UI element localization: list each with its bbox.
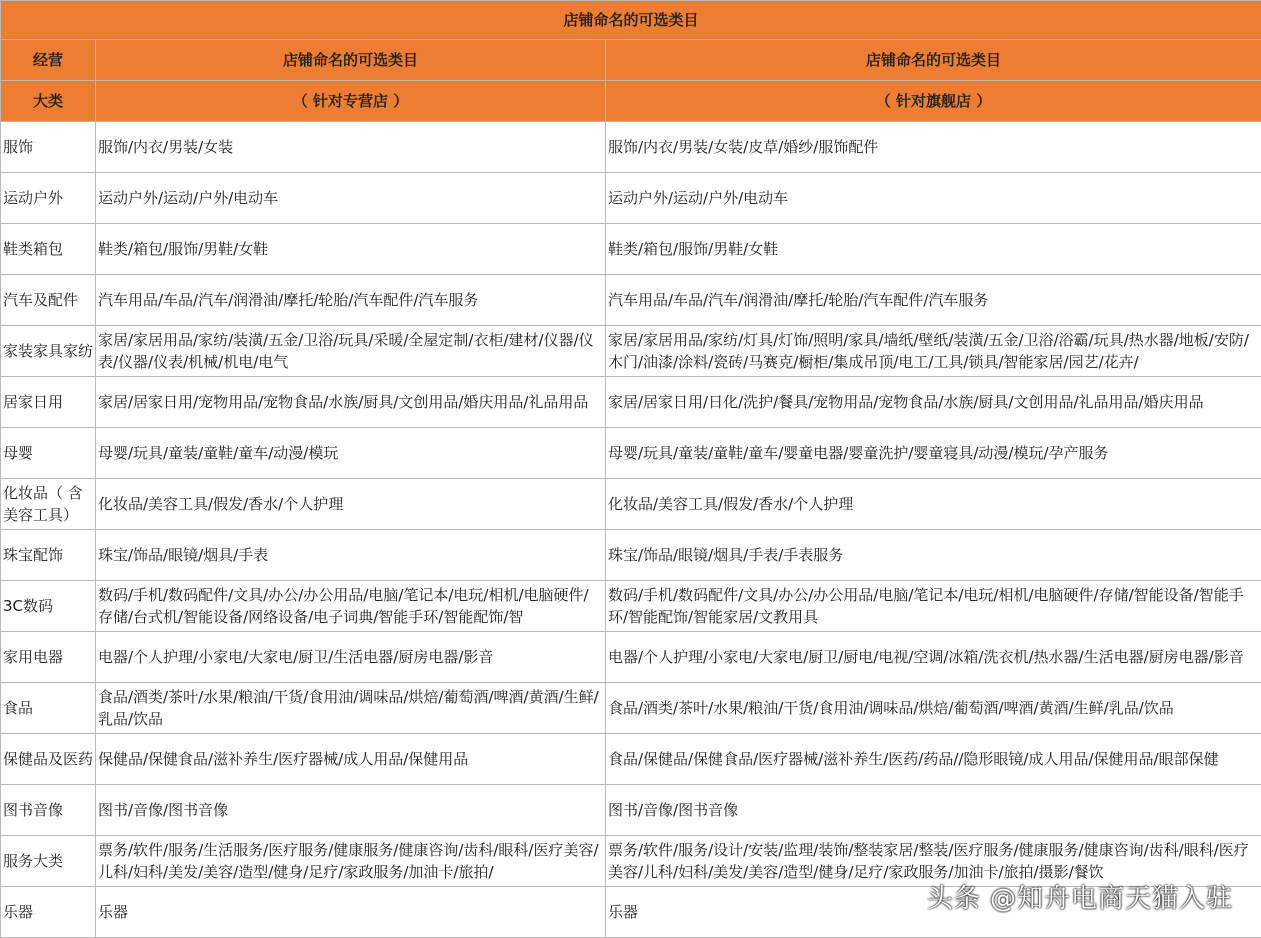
header-cell: 经营 [1, 40, 96, 81]
flagship-cell [606, 479, 1261, 530]
specialty-cell-text: 电器/个人护理/小家电/大家电/厨卫/生活电器/厨房电器/影音 [98, 646, 603, 668]
specialty-cell-text: 鞋类/箱包/服饰/男鞋/女鞋 [98, 238, 603, 260]
table-row [1, 632, 1261, 683]
flagship-cell-text: 食品/保健品/保健食品/医疗器械/滋补养生/医药/药品//隐形眼镜/成人用品/保健用品/眼部保健 [608, 748, 1259, 770]
category-cell [1, 479, 96, 530]
flagship-cell-text: 图书/音像/图书音像 [608, 799, 1259, 821]
specialty-cell [96, 632, 606, 683]
category-cell-text: 保健品及医药 [3, 748, 93, 770]
specialty-cell [96, 122, 606, 173]
specialty-cell-text: 票务/软件/服务/生活服务/医疗服务/健康服务/健康咨询/齿科/眼科/医疗美容/儿科/妇科/美发/美容/造型/健身/足疗/家政服务/加油卡/旅拍/ [98, 839, 603, 883]
flagship-cell-text: 珠宝/饰品/眼镜/烟具/手表/手表服务 [608, 544, 1259, 566]
table-row [1, 683, 1261, 734]
watermark: 头条 @知舟电商天猫入驻 [927, 878, 1233, 915]
header-cell: （ 针对旗舰店 ） [606, 81, 1261, 122]
flagship-cell [606, 326, 1261, 377]
category-cell-text: 鞋类箱包 [3, 238, 93, 260]
table-row [1, 428, 1261, 479]
specialty-cell [96, 173, 606, 224]
category-cell [1, 173, 96, 224]
specialty-cell [96, 785, 606, 836]
specialty-cell [96, 428, 606, 479]
specialty-cell [96, 836, 606, 887]
category-cell-text: 3C数码 [3, 595, 93, 617]
flagship-cell [606, 785, 1261, 836]
flagship-cell [606, 428, 1261, 479]
category-cell [1, 785, 96, 836]
category-cell-text: 服务大类 [3, 850, 93, 872]
specialty-cell [96, 683, 606, 734]
flagship-cell-text: 化妆品/美容工具/假发/香水/个人护理 [608, 493, 1259, 515]
specialty-cell-text: 服饰/内衣/男装/女装 [98, 136, 603, 158]
category-cell [1, 326, 96, 377]
flagship-cell-text: 服饰/内衣/男装/女装/皮草/婚纱/服饰配件 [608, 136, 1259, 158]
specialty-cell [96, 887, 606, 938]
header-row-2 [1, 81, 1261, 122]
category-cell [1, 836, 96, 887]
header-cell: 店铺命名的可选类目 [96, 40, 606, 81]
specialty-cell [96, 734, 606, 785]
header-row-1 [1, 40, 1261, 81]
table-title-row [1, 1, 1261, 40]
specialty-cell-text: 运动户外/运动/户外/电动车 [98, 187, 603, 209]
category-cell [1, 530, 96, 581]
specialty-cell-text: 家居/居家日用/宠物用品/宠物食品/水族/厨具/文创用品/婚庆用品/礼品用品 [98, 391, 603, 413]
category-cell-text: 汽车及配件 [3, 289, 93, 311]
flagship-cell-text: 运动户外/运动/户外/电动车 [608, 187, 1259, 209]
category-cell-text: 化妆品（ 含美容工具） [3, 482, 93, 526]
table-row [1, 275, 1261, 326]
specialty-cell-text: 珠宝/饰品/眼镜/烟具/手表 [98, 544, 603, 566]
flagship-cell-text: 电器/个人护理/小家电/大家电/厨卫/厨电/电视/空调/冰箱/洗衣机/热水器/生活电器/厨房电器/影音 [608, 646, 1259, 668]
table-title: 店铺命名的可选类目 [1, 1, 1261, 40]
header-cell: 店铺命名的可选类目 [606, 40, 1261, 81]
specialty-cell-text: 保健品/保健食品/滋补养生/医疗器械/成人用品/保健用品 [98, 748, 603, 770]
flagship-cell [606, 377, 1261, 428]
table-row [1, 377, 1261, 428]
category-cell-text: 居家日用 [3, 391, 93, 413]
flagship-cell [606, 734, 1261, 785]
flagship-cell [606, 173, 1261, 224]
category-cell [1, 887, 96, 938]
category-cell [1, 275, 96, 326]
category-cell-text: 乐器 [3, 901, 93, 923]
specialty-cell-text: 数码/手机/数码配件/文具/办公/办公用品/电脑/笔记本/电玩/相机/电脑硬件/存储/台式机/智能设备/网络设备/电子词典/智能手环/智能配饰/智 [98, 584, 603, 628]
category-cell-text: 珠宝配饰 [3, 544, 93, 566]
category-cell [1, 734, 96, 785]
category-cell [1, 377, 96, 428]
table-row [1, 530, 1261, 581]
specialty-cell-text: 母婴/玩具/童装/童鞋/童车/动漫/模玩 [98, 442, 603, 464]
category-cell [1, 632, 96, 683]
specialty-cell-text: 乐器 [98, 901, 603, 923]
category-cell-text: 食品 [3, 697, 93, 719]
flagship-cell-text: 票务/软件/服务/设计/安装/监理/装饰/整装家居/整装/医疗服务/健康服务/健康咨询/齿科/眼科/医疗美容/儿科/妇科/美发/美容/造型/健身/足疗/家政服务/加油卡/旅拍/摄影/餐饮 [608, 839, 1259, 883]
specialty-cell [96, 581, 606, 632]
category-cell [1, 428, 96, 479]
category-cell-text: 服饰 [3, 136, 93, 158]
flagship-cell-text: 家居/居家日用/日化/洗护/餐具/宠物用品/宠物食品/水族/厨具/文创用品/礼品用品/婚庆用品 [608, 391, 1259, 413]
specialty-cell [96, 326, 606, 377]
flagship-cell [606, 632, 1261, 683]
specialty-cell-text: 汽车用品/车品/汽车/润滑油/摩托/轮胎/汽车配件/汽车服务 [98, 289, 603, 311]
specialty-cell [96, 530, 606, 581]
flagship-cell [606, 530, 1261, 581]
category-cell-text: 家用电器 [3, 646, 93, 668]
table-row [1, 122, 1261, 173]
category-cell-text: 母婴 [3, 442, 93, 464]
table-row [1, 326, 1261, 377]
category-cell-text: 图书音像 [3, 799, 93, 821]
category-cell [1, 581, 96, 632]
specialty-cell [96, 479, 606, 530]
category-cell [1, 683, 96, 734]
flagship-cell-text: 乐器 [608, 901, 1259, 923]
table-row [1, 173, 1261, 224]
specialty-cell-text: 家居/家居用品/家纺/装潢/五金/卫浴/玩具/采暖/全屋定制/衣柜/建材/仪器/仪表/仪器/仪表/机械/机电/电气 [98, 329, 603, 373]
category-cell-text: 家装家具家纺 [3, 340, 93, 362]
header-cell: （ 针对专营店 ） [96, 81, 606, 122]
specialty-cell-text: 图书/音像/图书音像 [98, 799, 603, 821]
flagship-cell-text: 食品/酒类/茶叶/水果/粮油/干货/食用油/调味品/烘焙/葡萄酒/啤酒/黄酒/生鲜/乳品/饮品 [608, 697, 1259, 719]
table-row [1, 734, 1261, 785]
flagship-cell-text: 母婴/玩具/童装/童鞋/童车/婴童电器/婴童洗护/婴童寝具/动漫/模玩/孕产服务 [608, 442, 1259, 464]
flagship-cell-text: 家居/家居用品/家纺/灯具/灯饰/照明/家具/墙纸/壁纸/装潢/五金/卫浴/浴霸/玩具/热水器/地板/安防/木门/油漆/涂料/瓷砖/马赛克/橱柜/集成吊顶/电工/工具/锁具/智能家居/园艺/花卉/ [608, 329, 1259, 373]
flagship-cell [606, 224, 1261, 275]
category-cell [1, 224, 96, 275]
flagship-cell-text: 鞋类/箱包/服饰/男鞋/女鞋 [608, 238, 1259, 260]
flagship-cell-text: 数码/手机/数码配件/文具/办公/办公用品/电脑/笔记本/电玩/相机/电脑硬件/存储/智能设备/智能手环/智能配饰/智能家居/文教用具 [608, 584, 1259, 628]
flagship-cell-text: 汽车用品/车品/汽车/润滑油/摩托/轮胎/汽车配件/汽车服务 [608, 289, 1259, 311]
header-cell: 大类 [1, 81, 96, 122]
specialty-cell [96, 224, 606, 275]
table-row [1, 224, 1261, 275]
specialty-cell-text: 化妆品/美容工具/假发/香水/个人护理 [98, 493, 603, 515]
table-row [1, 479, 1261, 530]
specialty-cell [96, 275, 606, 326]
flagship-cell [606, 275, 1261, 326]
specialty-cell-text: 食品/酒类/茶叶/水果/粮油/干货/食用油/调味品/烘焙/葡萄酒/啤酒/黄酒/生鲜/乳品/饮品 [98, 686, 603, 730]
specialty-cell [96, 377, 606, 428]
category-cell [1, 122, 96, 173]
flagship-cell [606, 683, 1261, 734]
flagship-cell [606, 122, 1261, 173]
category-cell-text: 运动户外 [3, 187, 93, 209]
table-row [1, 581, 1261, 632]
flagship-cell [606, 581, 1261, 632]
table-row [1, 785, 1261, 836]
